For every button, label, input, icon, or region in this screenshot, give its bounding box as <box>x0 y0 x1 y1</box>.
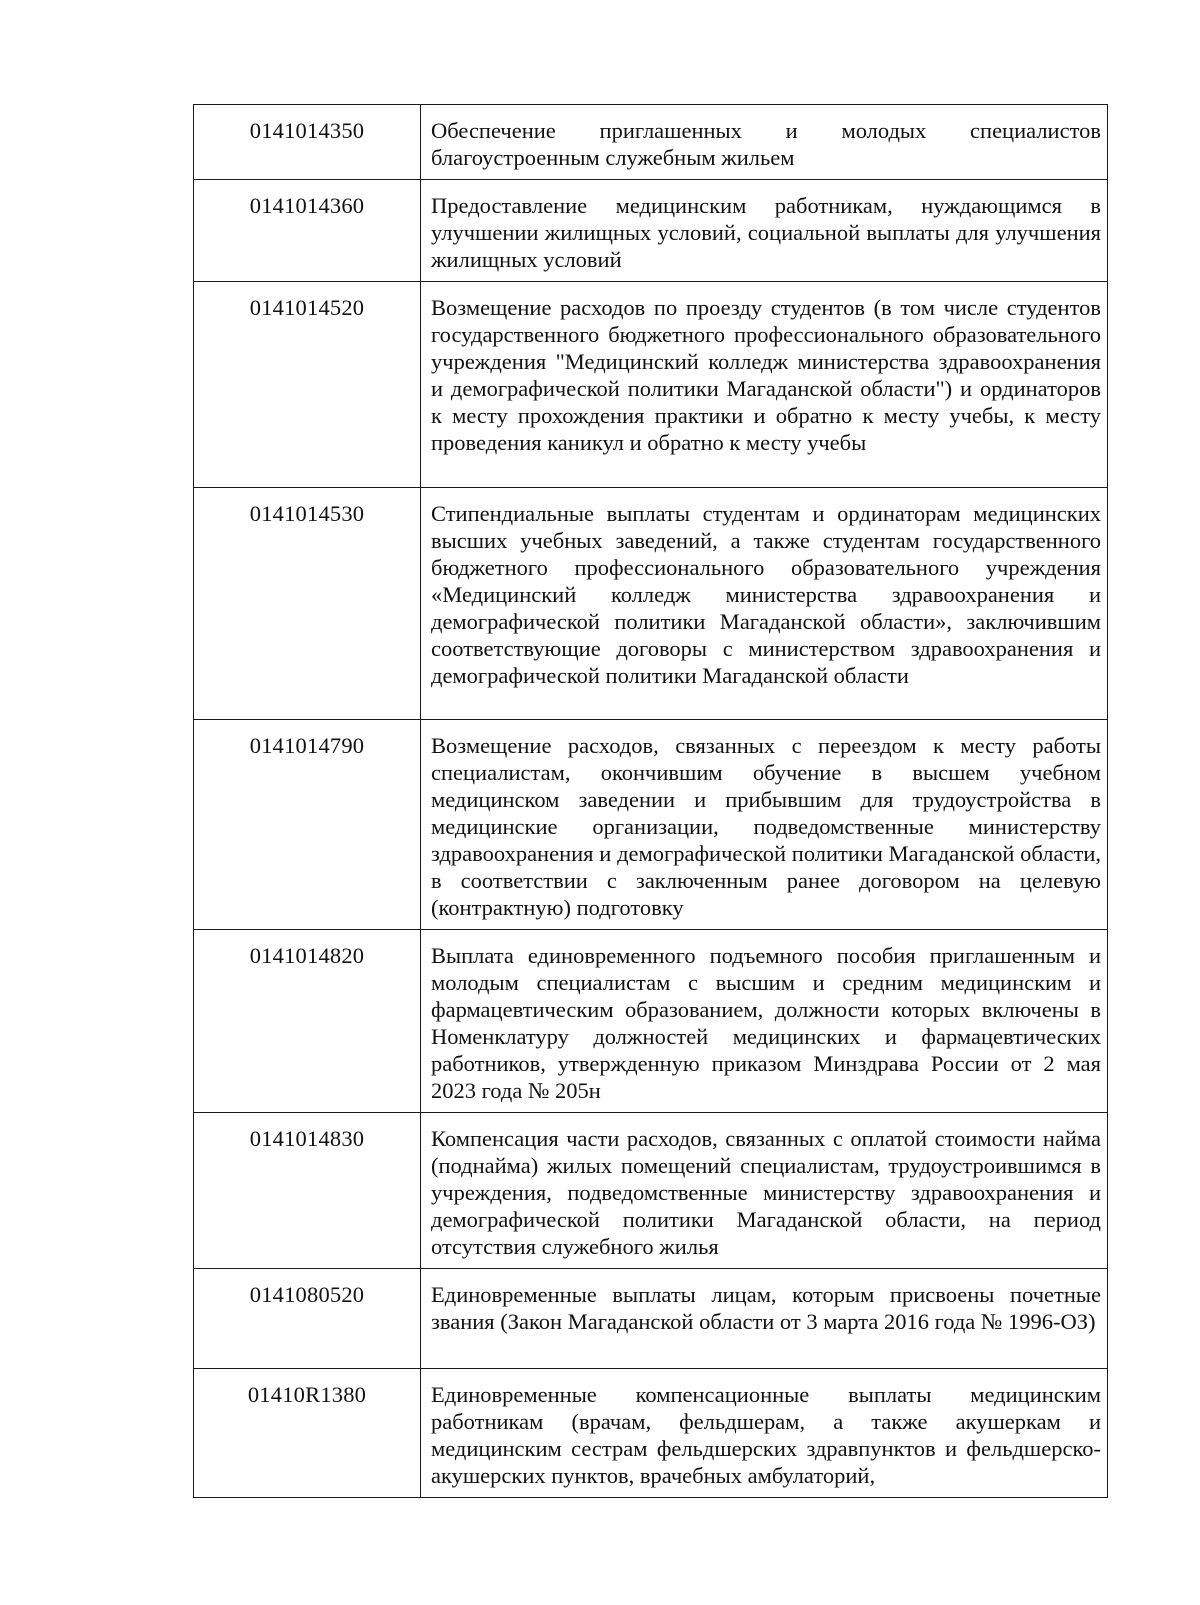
table-row <box>194 105 1108 180</box>
code-cell: 0141014350 <box>194 105 421 180</box>
description-cell: Возмещение расходов, связанных с переездом к месту работы специалистам, окончившим обучение в высшем учебном медицинском заведении и прибывшим для трудоустройства в медицинские организации, подведомственные министерству здравоохранения и демографической политики Магаданской области, в соответствии с заключенным ранее договором на целевую (контрактную) подготовку <box>421 720 1108 930</box>
budget-codes-table <box>193 104 1108 1498</box>
description-cell: Возмещение расходов по проезду студентов (в том числе студентов государственного бюджетного профессионального образовательного учреждения "Медицинский колледж министерства здравоохранения и демографической политики Магаданской области") и ординаторов к месту прохождения практики и обратно к месту учебы, к месту проведения каникул и обратно к месту учебы <box>421 282 1108 488</box>
description-cell: Обеспечение приглашенных и молодых специалистов благоустроенным служебным жильем <box>421 105 1108 180</box>
table-row <box>194 1113 1108 1269</box>
description-cell: Единовременные выплаты лицам, которым присвоены почетные звания (Закон Магаданской области от 3 марта 2016 года № 1996-ОЗ) <box>421 1269 1108 1369</box>
table-row <box>194 282 1108 488</box>
code-cell: 0141014830 <box>194 1113 421 1269</box>
description-cell: Компенсация части расходов, связанных с оплатой стоимости найма (поднайма) жилых помещений специалистам, трудоустроившимся в учреждения, подведомственные министерству здравоохранения и демографической политики Магаданской области, на период отсутствия служебного жилья <box>421 1113 1108 1269</box>
table-row <box>194 1369 1108 1498</box>
description-cell: Предоставление медицинским работникам, нуждающимся в улучшении жилищных условий, социальной выплаты для улучшения жилищных условий <box>421 180 1108 282</box>
table-row <box>194 720 1108 930</box>
table-row <box>194 1269 1108 1369</box>
code-cell: 0141014360 <box>194 180 421 282</box>
code-cell: 0141014520 <box>194 282 421 488</box>
table-row <box>194 930 1108 1113</box>
code-cell: 01410R1380 <box>194 1369 421 1498</box>
code-cell: 0141014530 <box>194 488 421 720</box>
table-row <box>194 180 1108 282</box>
code-cell: 0141080520 <box>194 1269 421 1369</box>
description-cell: Выплата единовременного подъемного пособия приглашенным и молодым специалистам с высшим и средним медицинским и фармацевтическим образованием, должности которых включены в Номенклатуру должностей медицинских и фармацевтических работников, утвержденную приказом Минздрава России от 2 мая 2023 года № 205н <box>421 930 1108 1113</box>
code-cell: 0141014790 <box>194 720 421 930</box>
description-cell: Единовременные компенсационные выплаты медицинским работникам (врачам, фельдшерам, а также акушеркам и медицинским сестрам фельдшерских здравпунктов и фельдшерско-акушерских пунктов, врачебных амбулаторий, <box>421 1369 1108 1498</box>
description-cell: Стипендиальные выплаты студентам и ординаторам медицинских высших учебных заведений, а также студентам государственного бюджетного профессионального образовательного учреждения «Медицинский колледж министерства здравоохранения и демографической политики Магаданской области», заключившим соответствующие договоры с министерством здравоохранения и демографической политики Магаданской области <box>421 488 1108 720</box>
table-body <box>194 105 1108 1498</box>
code-cell: 0141014820 <box>194 930 421 1113</box>
table-row <box>194 488 1108 720</box>
